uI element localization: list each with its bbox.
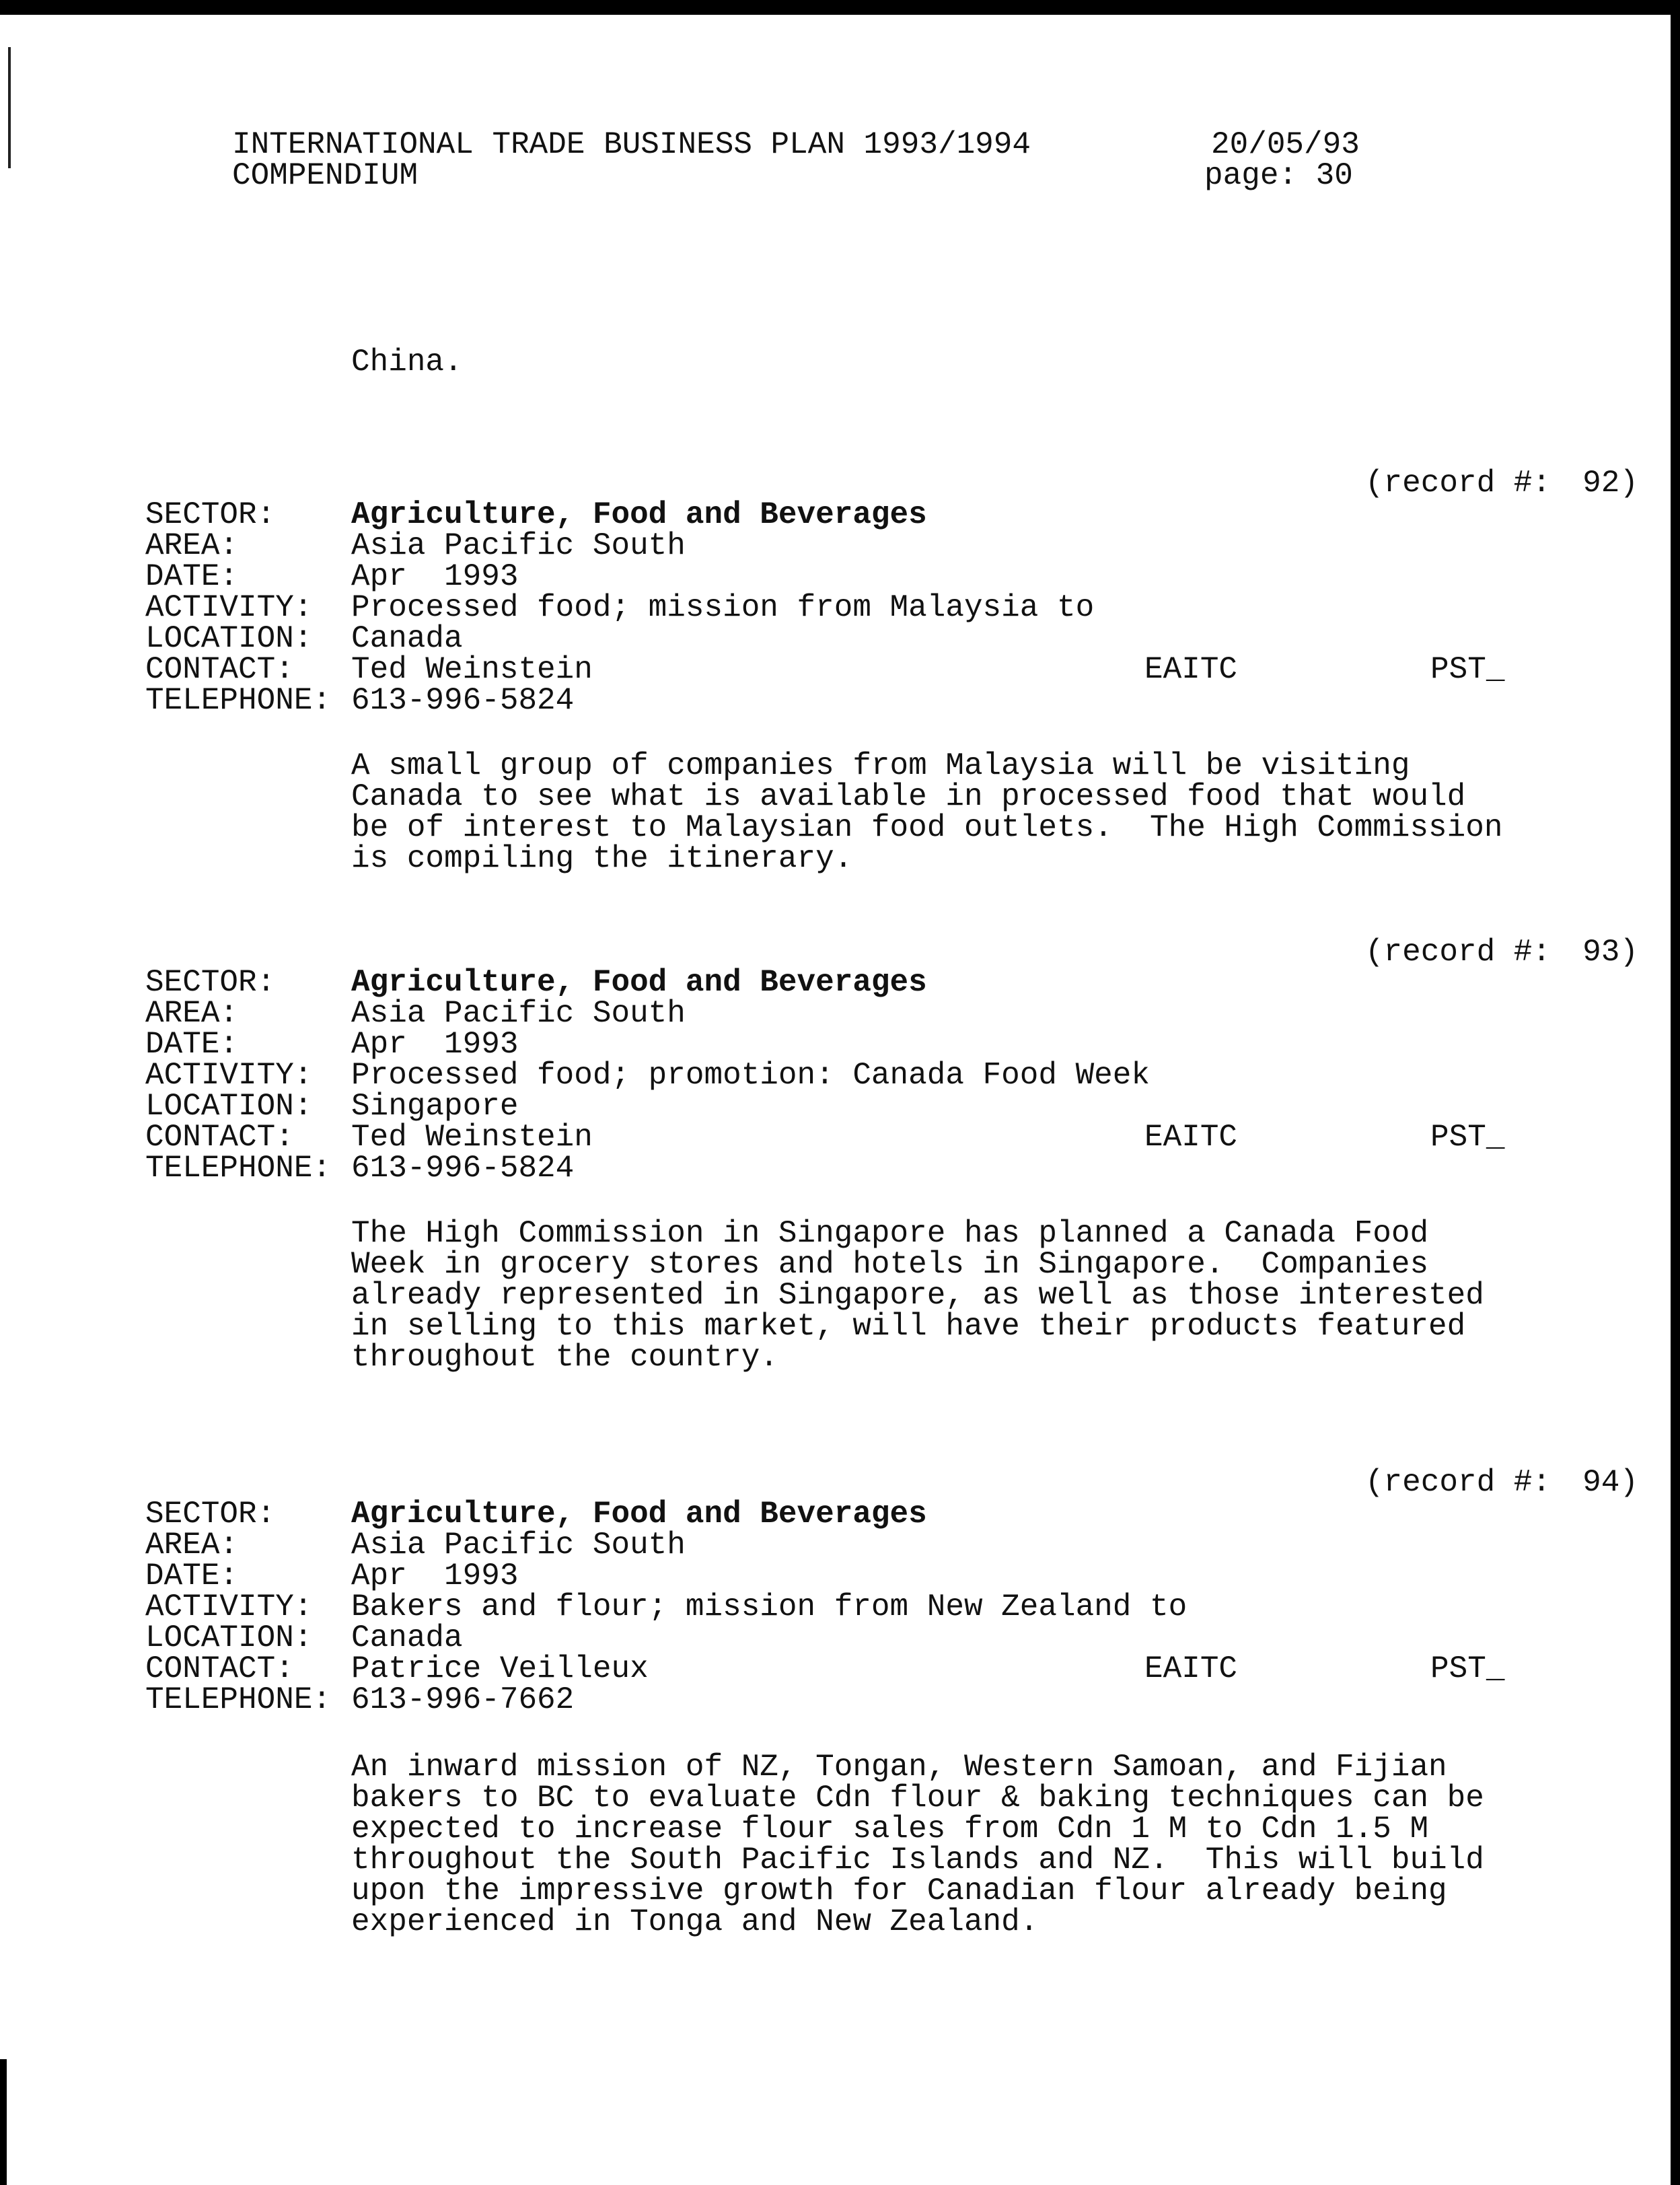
carryover-text: China. [351, 345, 463, 380]
area-value: Asia Pacific South [351, 528, 686, 563]
description-line: Canada to see what is available in processed food that would [351, 779, 1466, 814]
contact-org: EAITC [1144, 1120, 1238, 1155]
description-line: already represented in Singapore, as well as those interested [351, 1278, 1484, 1313]
telephone-label: TELEPHONE: [145, 1682, 332, 1717]
contact-label: CONTACT: [145, 652, 294, 687]
scan-border-top [0, 0, 1680, 15]
record-number-label: (record #: [1364, 466, 1551, 501]
record-number-label: (record #: [1364, 935, 1551, 970]
scan-mark-left-bottom [0, 2059, 7, 2185]
contact-label: CONTACT: [145, 1651, 294, 1686]
area-label: AREA: [145, 996, 239, 1031]
record-block [145, 967, 1558, 1189]
description-line: An inward mission of NZ, Tongan, Western Samoan, and Fijian [351, 1750, 1447, 1785]
sector-value: Agriculture, Food and Beverages [351, 1497, 927, 1532]
activity-label: ACTIVITY: [145, 590, 313, 625]
contact-code: PST_ [1430, 1120, 1505, 1155]
date-value: Apr 1993 [351, 1559, 519, 1593]
description-line: bakers to BC to evaluate Cdn flour & baking techniques can be [351, 1781, 1484, 1816]
scan-mark-left [8, 47, 11, 168]
description-line: Week in grocery stores and hotels in Singapore. Companies [351, 1247, 1429, 1282]
description-line: upon the impressive growth for Canadian flour already being [351, 1873, 1447, 1908]
record-number-label: (record #: [1364, 1465, 1551, 1500]
record-block [145, 499, 1558, 721]
contact-org: EAITC [1144, 1651, 1238, 1686]
description-line: The High Commission in Singapore has planned a Canada Food [351, 1216, 1429, 1251]
record-description [351, 750, 1663, 878]
location-value: Singapore [351, 1089, 519, 1124]
sector-label: SECTOR: [145, 965, 276, 1000]
telephone-label: TELEPHONE: [145, 683, 332, 718]
location-label: LOCATION: [145, 621, 313, 656]
record-number [1365, 1467, 1638, 1498]
activity-label: ACTIVITY: [145, 1589, 313, 1624]
description-line: is compiling the itinerary. [351, 841, 853, 876]
record-number-value: 93) [1582, 935, 1638, 970]
sector-label: SECTOR: [145, 1497, 276, 1532]
document-title: INTERNATIONAL TRADE BUSINESS PLAN 1993/1994 [232, 127, 1031, 162]
record-number [1365, 468, 1638, 499]
location-value: Canada [351, 1620, 463, 1655]
sector-value: Agriculture, Food and Beverages [351, 965, 927, 1000]
description-line: throughout the South Pacific Islands and NZ. This will build [351, 1842, 1484, 1877]
document-date: 20/05/93 [1211, 127, 1360, 162]
page-number: page: 30 [1204, 158, 1353, 193]
area-value: Asia Pacific South [351, 1528, 686, 1563]
contact-org: EAITC [1144, 652, 1238, 687]
activity-value: Processed food; mission from Malaysia to [351, 590, 1095, 625]
sector-value: Agriculture, Food and Beverages [351, 497, 927, 532]
sector-label: SECTOR: [145, 497, 276, 532]
contact-label: CONTACT: [145, 1120, 294, 1155]
contact-value: Ted Weinstein [351, 652, 593, 687]
activity-value: Bakers and flour; mission from New Zealand to [351, 1589, 1188, 1624]
activity-value: Processed food; promotion: Canada Food Week [351, 1058, 1150, 1093]
date-label: DATE: [145, 1027, 239, 1062]
area-value: Asia Pacific South [351, 996, 686, 1031]
description-line: experienced in Tonga and New Zealand. [351, 1904, 1039, 1939]
contact-value: Ted Weinstein [351, 1120, 593, 1155]
date-value: Apr 1993 [351, 1027, 519, 1062]
telephone-value: 613-996-5824 [351, 683, 575, 718]
record-block [145, 1499, 1558, 1721]
contact-code: PST_ [1430, 1651, 1505, 1686]
contact-code: PST_ [1430, 652, 1505, 687]
record-number-value: 94) [1582, 1465, 1638, 1500]
date-label: DATE: [145, 1559, 239, 1593]
telephone-value: 613-996-7662 [351, 1682, 575, 1717]
record-number-value: 92) [1582, 466, 1638, 501]
area-label: AREA: [145, 1528, 239, 1563]
description-line: throughout the country. [351, 1340, 778, 1375]
record-description [351, 1752, 1663, 1940]
description-line: expected to increase flour sales from Cdn 1 M to Cdn 1.5 M [351, 1812, 1429, 1847]
area-label: AREA: [145, 528, 239, 563]
description-line: A small group of companies from Malaysia will be visiting [351, 748, 1410, 783]
record-number [1365, 937, 1638, 968]
telephone-label: TELEPHONE: [145, 1151, 332, 1186]
record-description [351, 1218, 1663, 1376]
date-label: DATE: [145, 559, 239, 594]
description-line: in selling to this market, will have their products featured [351, 1309, 1466, 1344]
document-subtitle: COMPENDIUM [232, 158, 418, 193]
location-label: LOCATION: [145, 1089, 313, 1124]
date-value: Apr 1993 [351, 559, 519, 594]
contact-value: Patrice Veilleux [351, 1651, 649, 1686]
location-label: LOCATION: [145, 1620, 313, 1655]
description-line: be of interest to Malaysian food outlets. The High Commission [351, 810, 1503, 845]
activity-label: ACTIVITY: [145, 1058, 313, 1093]
location-value: Canada [351, 621, 463, 656]
telephone-value: 613-996-5824 [351, 1151, 575, 1186]
scan-border-right [1671, 0, 1680, 2185]
